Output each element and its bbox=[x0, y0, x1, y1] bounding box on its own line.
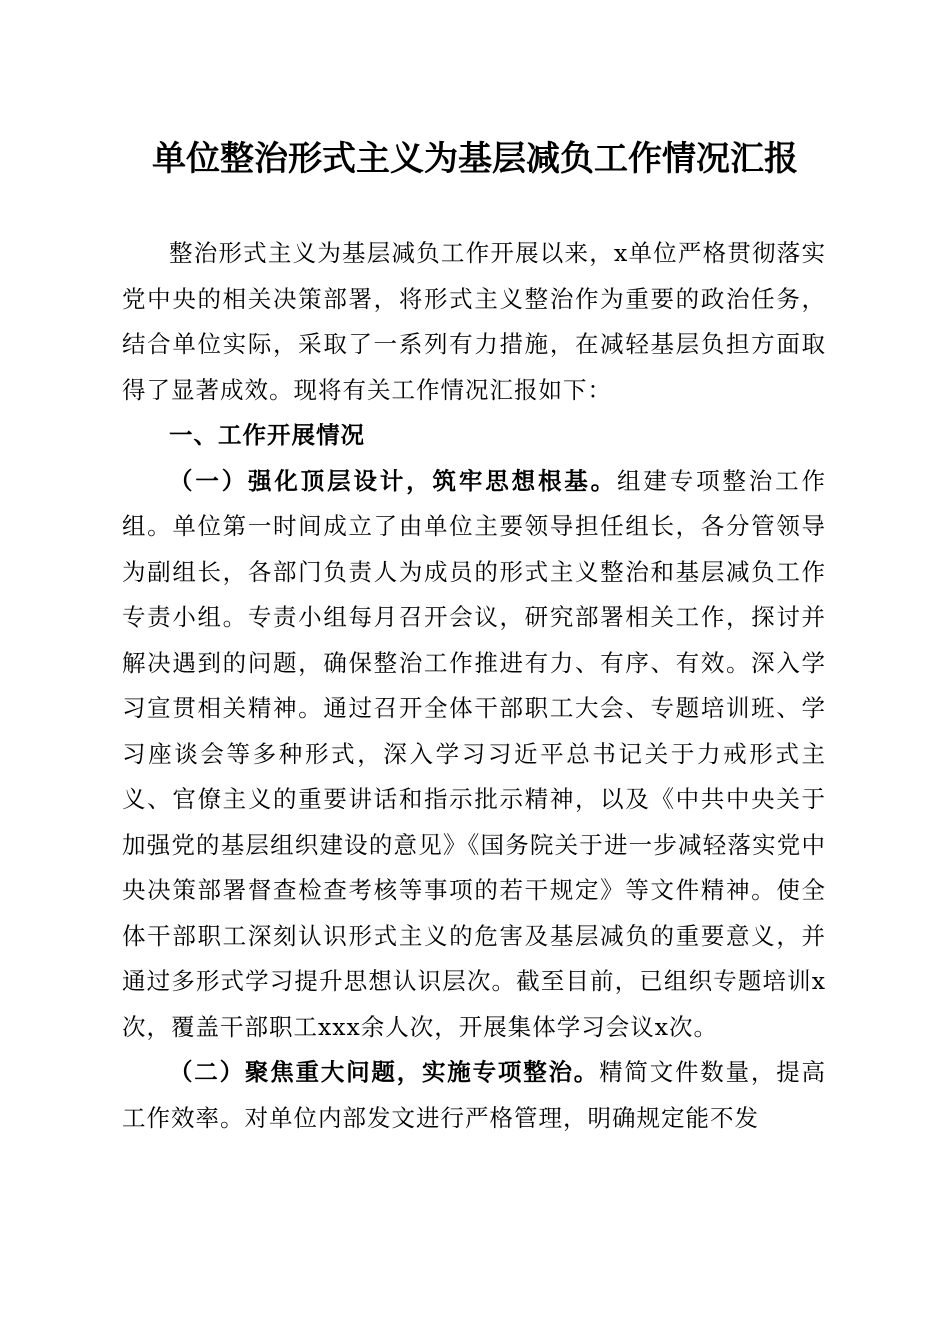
section-heading-1: 一、工作开展情况 bbox=[169, 421, 365, 449]
document-body bbox=[122, 231, 826, 1141]
subsection-1-paragraph bbox=[122, 459, 826, 1051]
subsection-2-text: 精简文件数量，提高工作效率。对单位内部发文进行严格管理，明确规定能不发 bbox=[122, 1058, 827, 1132]
subsection-2-lead: （二）聚焦重大问题，实施专项整治。 bbox=[169, 1058, 600, 1086]
subsection-1-text: 组建专项整治工作组。单位第一时间成立了由单位主要领导担任组长，各分管领导为副组长，各部门负责人为成员的形式主义整治和基层减负工作专责小组。专责小组每月召开会议，研究部署相关工作，探讨并解决遇到的问题，确保整治工作推进有力、有序、有效。深入学习宣贯相关精神。通过召开全体干部职工大会、专题培训班、学习座谈会等多种形式，深入学习习近平总书记关于力戒形式主义、官僚主义的重要讲话和指示批示精神，以及《中共中央关于加强党的基层组织建设的意见》《国务院关于进一步减轻落实党中央决策部署督查检查考核等事项的若干规定》等文件精神。使全体干部职工深刻认识形式主义的危害及基层减负的重要意义，并通过多形式学习提升思想认识层次。截至目前，已组织专题培训x次，覆盖干部职工xxx余人次，开展集体学习会议x次。 bbox=[122, 466, 827, 1041]
document-title: 单位整治形式主义为基层减负工作情况汇报 bbox=[152, 139, 798, 179]
subsection-1-lead: （一）强化顶层设计，筑牢思想根基。 bbox=[169, 466, 618, 495]
subsection-2-paragraph bbox=[122, 1050, 826, 1141]
intro-paragraph: 整治形式主义为基层减负工作开展以来，x单位严格贯彻落实党中央的相关决策部署，将形式主义整治作为重要的政治任务，结合单位实际，采取了一系列有力措施，在减轻基层负担方面取得了显著成效。现将有关工作情况汇报如下： bbox=[122, 239, 826, 404]
